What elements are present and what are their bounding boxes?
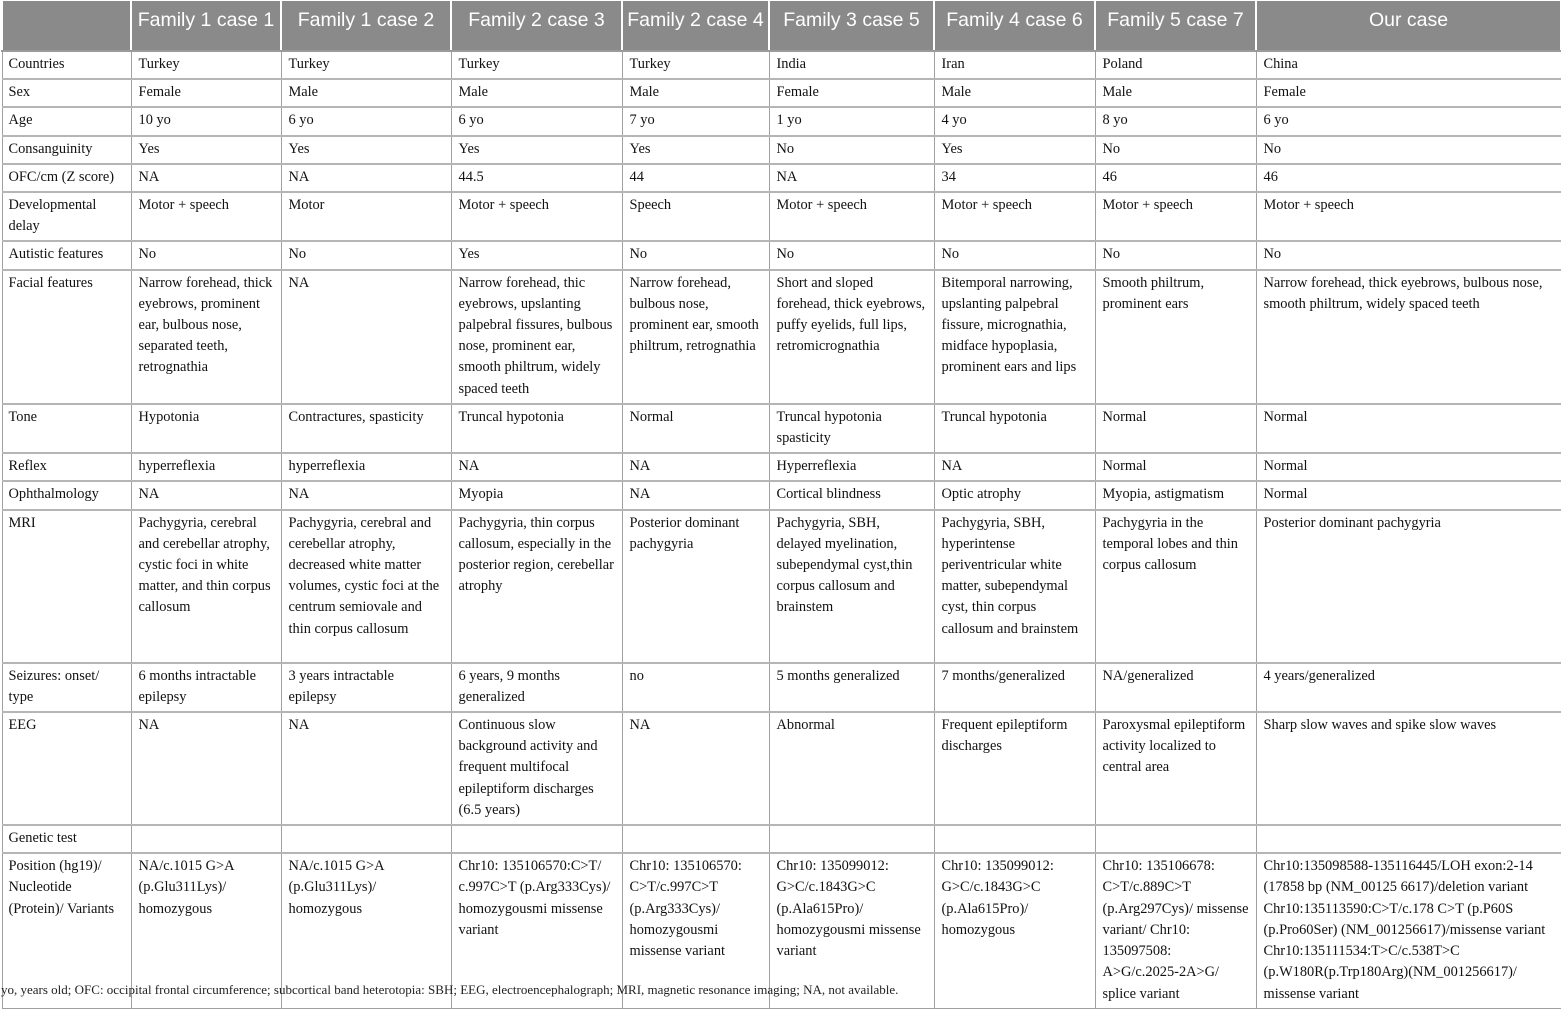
table-cell: Yes — [281, 136, 451, 164]
table-row — [2, 712, 1561, 825]
table-row — [2, 164, 1561, 192]
table-cell: Truncal hypotonia — [451, 404, 622, 453]
table-cell: 46 — [1095, 164, 1256, 192]
table-cell: Hypotonia — [131, 404, 281, 453]
table-row — [2, 270, 1561, 404]
table-cell: Male — [934, 79, 1095, 107]
table-cell: NA — [451, 453, 622, 481]
table-cell: Abnormal — [769, 712, 934, 825]
header-cell: Family 2 case 4 — [622, 1, 769, 51]
table-cell: Myopia — [451, 481, 622, 509]
table-cell — [281, 825, 451, 853]
table-cell: Pachygyria, thin corpus callosum, especially in the posterior region, cerebellar atrophy — [451, 510, 622, 663]
table-cell: hyperreflexia — [281, 453, 451, 481]
row-label: MRI — [2, 510, 131, 663]
table-row — [2, 453, 1561, 481]
row-label: Autistic features — [2, 241, 131, 269]
table-cell: 44 — [622, 164, 769, 192]
table-cell: Female — [131, 79, 281, 107]
table-cell: Male — [622, 79, 769, 107]
table-cell: Chr10: 135106570: C>T/c.997C>T (p.Arg333Cys)/ homozygousmi missense variant — [622, 853, 769, 1008]
table-cell: Turkey — [131, 51, 281, 79]
table-row — [2, 136, 1561, 164]
table-cell: Female — [769, 79, 934, 107]
table-cell: NA — [622, 481, 769, 509]
header-cell: Family 4 case 6 — [934, 1, 1095, 51]
table-cell: NA — [622, 453, 769, 481]
row-label: Reflex — [2, 453, 131, 481]
table-cell: No — [769, 241, 934, 269]
table-cell: Pachygyria, cerebral and cerebellar atrophy, cystic foci in white matter, and thin corpus callosum — [131, 510, 281, 663]
table-cell: Narrow forehead, thick eyebrows, bulbous nose, smooth philtrum, widely spaced teeth — [1256, 270, 1561, 404]
table-cell: Pachygyria, SBH, delayed myelination, subependymal cyst,thin corpus callosum and brainstem — [769, 510, 934, 663]
table-cell: Normal — [1095, 404, 1256, 453]
table-cell: Narrow forehead, thick eyebrows, prominent ear, bulbous nose, separated teeth, retrognathia — [131, 270, 281, 404]
table-cell: Bitemporal narrowing, upslanting palpebral fissure, micrognathia, midface hypoplasia, prominent ears and lips — [934, 270, 1095, 404]
table-cell: Female — [1256, 79, 1561, 107]
table-cell: 8 yo — [1095, 107, 1256, 135]
table-cell: Short and sloped forehead, thick eyebrows, puffy eyelids, full lips, retromicrognathia — [769, 270, 934, 404]
row-label: Position (hg19)/ Nucleotide (Protein)/ Variants — [2, 853, 131, 1008]
table-cell: Optic atrophy — [934, 481, 1095, 509]
table-cell: Yes — [451, 136, 622, 164]
table-cell: Chr10: 135106678: C>T/c.889C>T (p.Arg297Cys)/ missense variant/ Chr10: 135097508: A>G/c.2025-2A>G/ splice variant — [1095, 853, 1256, 1008]
table-cell: Truncal hypotonia spasticity — [769, 404, 934, 453]
table-cell: Myopia, astigmatism — [1095, 481, 1256, 509]
table-cell: Male — [451, 79, 622, 107]
table-cell: 4 years/generalized — [1256, 663, 1561, 712]
table-cell: 6 yo — [1256, 107, 1561, 135]
header-cell: Family 3 case 5 — [769, 1, 934, 51]
row-label: Facial features — [2, 270, 131, 404]
table-cell — [769, 825, 934, 853]
table-cell: No — [131, 241, 281, 269]
table-cell: Posterior dominant pachygyria — [622, 510, 769, 663]
table-cell: 7 months/generalized — [934, 663, 1095, 712]
table-cell: 6 months intractable epilepsy — [131, 663, 281, 712]
table-cell: NA — [769, 164, 934, 192]
table-cell: Male — [281, 79, 451, 107]
table-cell: no — [622, 663, 769, 712]
table-cell: NA — [281, 712, 451, 825]
comparison-table — [1, 1, 1561, 1009]
table-row — [2, 663, 1561, 712]
table-cell: Yes — [131, 136, 281, 164]
table-cell: Motor + speech — [1256, 192, 1561, 241]
table-cell: Normal — [1256, 453, 1561, 481]
table-cell: Yes — [934, 136, 1095, 164]
row-label: Genetic test — [2, 825, 131, 853]
table-cell: 10 yo — [131, 107, 281, 135]
row-label: Seizures: onset/ type — [2, 663, 131, 712]
table-row — [2, 79, 1561, 107]
table-row — [2, 825, 1561, 853]
table-cell: NA — [131, 481, 281, 509]
table-cell: NA/c.1015 G>A (p.Glu311Lys)/ homozygous — [131, 853, 281, 1008]
table-cell: 7 yo — [622, 107, 769, 135]
row-label: Consanguinity — [2, 136, 131, 164]
row-label: Sex — [2, 79, 131, 107]
table-cell — [1095, 825, 1256, 853]
table-cell: Motor + speech — [934, 192, 1095, 241]
table-cell: No — [769, 136, 934, 164]
row-label: Ophthalmology — [2, 481, 131, 509]
table-cell: No — [1095, 136, 1256, 164]
table-cell: China — [1256, 51, 1561, 79]
table-cell: Yes — [622, 136, 769, 164]
table-cell: NA — [131, 712, 281, 825]
table-cell: Posterior dominant pachygyria — [1256, 510, 1561, 663]
table-cell: NA — [622, 712, 769, 825]
table-cell: No — [1256, 241, 1561, 269]
table-cell: NA — [934, 453, 1095, 481]
table-cell: Motor + speech — [451, 192, 622, 241]
table-footnote: yo, years old; OFC: occipital frontal circumference; subcortical band heterotopia: SBH; EEG, electroencephalograph; MRI, magnetic resonance imaging; NA, not available. — [1, 982, 899, 997]
table-row — [2, 481, 1561, 509]
row-label: Developmental delay — [2, 192, 131, 241]
row-label: Countries — [2, 51, 131, 79]
table-cell: NA — [281, 481, 451, 509]
row-label: Age — [2, 107, 131, 135]
table-cell: NA/c.1015 G>A (p.Glu311Lys)/ homozygous — [281, 853, 451, 1008]
row-label: EEG — [2, 712, 131, 825]
table-cell — [1256, 825, 1561, 853]
row-label: Tone — [2, 404, 131, 453]
table-cell: Normal — [622, 404, 769, 453]
table-cell: 5 months generalized — [769, 663, 934, 712]
table-cell: Contractures, spasticity — [281, 404, 451, 453]
header-cell — [2, 1, 131, 51]
row-label: OFC/cm (Z score) — [2, 164, 131, 192]
table-cell: Motor — [281, 192, 451, 241]
table-row — [2, 192, 1561, 241]
table-cell: 6 yo — [451, 107, 622, 135]
table-cell: Normal — [1256, 481, 1561, 509]
table-cell: Male — [1095, 79, 1256, 107]
table-cell: Truncal hypotonia — [934, 404, 1095, 453]
table-cell: No — [281, 241, 451, 269]
table-cell: Frequent epileptiform discharges — [934, 712, 1095, 825]
header-cell: Our case — [1256, 1, 1561, 51]
table-cell: NA/generalized — [1095, 663, 1256, 712]
table-row — [2, 107, 1561, 135]
table-cell: Hyperreflexia — [769, 453, 934, 481]
table-row — [2, 51, 1561, 79]
table-cell: Pachygyria, SBH, hyperintense periventricular white matter, subependymal cyst, thin corpus callosum and brainstem — [934, 510, 1095, 663]
table-cell: 6 years, 9 months generalized — [451, 663, 622, 712]
table-cell — [451, 825, 622, 853]
table-cell: 46 — [1256, 164, 1561, 192]
table-cell: No — [622, 241, 769, 269]
header-cell: Family 5 case 7 — [1095, 1, 1256, 51]
table-cell: Chr10: 135106570:C>T/ c.997C>T (p.Arg333Cys)/ homozygousmi missense variant — [451, 853, 622, 1008]
header-cell: Family 1 case 1 — [131, 1, 281, 51]
table-cell: Pachygyria in the temporal lobes and thin corpus callosum — [1095, 510, 1256, 663]
table-cell: Normal — [1095, 453, 1256, 481]
table-cell: 6 yo — [281, 107, 451, 135]
table-body — [2, 51, 1561, 1008]
table-cell: Turkey — [451, 51, 622, 79]
header-cell: Family 1 case 2 — [281, 1, 451, 51]
table-cell: Cortical blindness — [769, 481, 934, 509]
table-cell: Paroxysmal epileptiform activity localized to central area — [1095, 712, 1256, 825]
table-cell: Motor + speech — [769, 192, 934, 241]
table-cell: India — [769, 51, 934, 79]
table-cell: NA — [281, 164, 451, 192]
table-cell: No — [934, 241, 1095, 269]
table-row — [2, 241, 1561, 269]
table-cell: 4 yo — [934, 107, 1095, 135]
table-cell: Normal — [1256, 404, 1561, 453]
table-cell: 3 years intractable epilepsy — [281, 663, 451, 712]
table-cell — [934, 825, 1095, 853]
table-cell: Chr10: 135099012: G>C/c.1843G>C (p.Ala615Pro)/ homozygousmi missense variant — [769, 853, 934, 1008]
table-cell: No — [1256, 136, 1561, 164]
table-cell: 34 — [934, 164, 1095, 192]
table-cell — [131, 825, 281, 853]
table-cell: Turkey — [622, 51, 769, 79]
table-cell: Iran — [934, 51, 1095, 79]
table-cell: Narrow forehead, thic eyebrows, upslanting palpebral fissures, bulbous nose, prominent ear, smooth philtrum, widely spaced teeth — [451, 270, 622, 404]
table-cell: Motor + speech — [1095, 192, 1256, 241]
header-row — [2, 1, 1561, 51]
table-cell: Sharp slow waves and spike slow waves — [1256, 712, 1561, 825]
table-cell: Smooth philtrum, prominent ears — [1095, 270, 1256, 404]
table-cell: Narrow forehead, bulbous nose, prominent ear, smooth philtrum, retrognathia — [622, 270, 769, 404]
table-cell: NA — [281, 270, 451, 404]
table-cell: Motor + speech — [131, 192, 281, 241]
table-cell: Continuous slow background activity and frequent multifocal epileptiform discharges (6.5 years) — [451, 712, 622, 825]
table-cell: 1 yo — [769, 107, 934, 135]
table-cell: Chr10: 135099012: G>C/c.1843G>C (p.Ala615Pro)/ homozygous — [934, 853, 1095, 1008]
header-cell: Family 2 case 3 — [451, 1, 622, 51]
table-cell: NA — [131, 164, 281, 192]
table-cell: Speech — [622, 192, 769, 241]
table-cell: hyperreflexia — [131, 453, 281, 481]
table-row — [2, 404, 1561, 453]
table-row — [2, 510, 1561, 663]
table-cell: Poland — [1095, 51, 1256, 79]
table-cell — [622, 825, 769, 853]
table-cell: Yes — [451, 241, 622, 269]
table-cell: 44.5 — [451, 164, 622, 192]
table-cell: No — [1095, 241, 1256, 269]
table-cell: Turkey — [281, 51, 451, 79]
table-cell: Pachygyria, cerebral and cerebellar atrophy, decreased white matter volumes, cystic foci at the centrum semiovale and thin corpus callosum — [281, 510, 451, 663]
table-cell: Chr10:135098588-135116445/LOH exon:2-14 (17858 bp (NM_00125 6617)/deletion variant Chr10:135113590:C>T/c.178 C>T (p.P60S (p.Pro60Ser) (NM_001256617)/missense variant Chr10:135111534:T>C/c.538T>C (p.W180R(p.Trp180Arg)(NM_001256617)/ missense variant — [1256, 853, 1561, 1008]
